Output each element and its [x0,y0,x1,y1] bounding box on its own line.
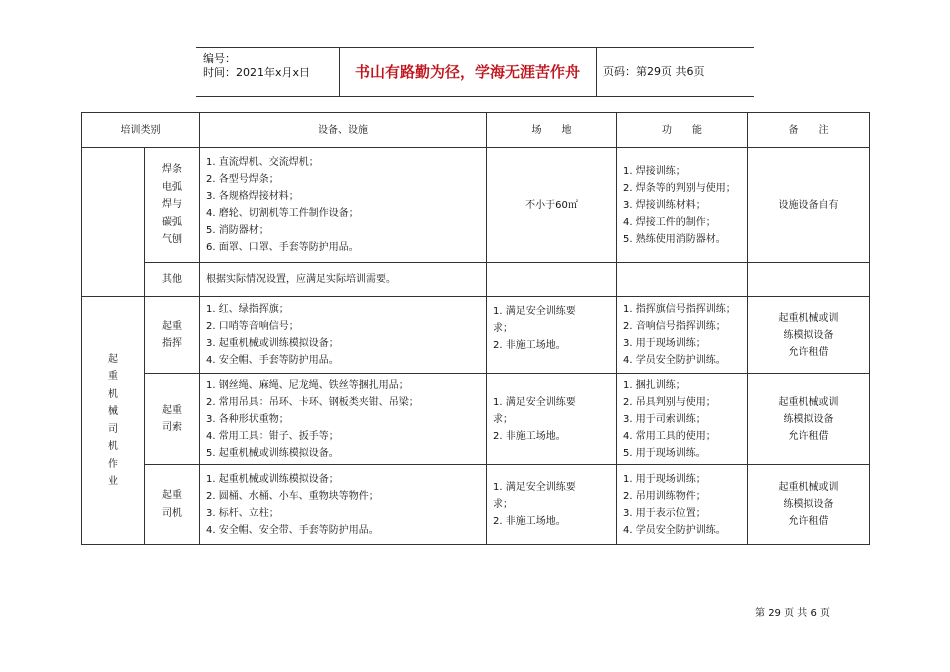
crane-operator-functions: 1. 用于现场训练； 2. 吊用训练物件； 3. 用于表示位置； 4. 学员安全防护训练。 [617,465,748,545]
footer-page-number: 第 29 页 共 6 页 [755,608,830,619]
page-header [196,47,754,97]
crane-signal-remark: 起重机械或训 练模拟设备 允许租借 [748,297,870,374]
crane-rigging-remark: 起重机械或训 练模拟设备 允许租借 [748,374,870,465]
crane-operator-remark: 起重机械或训 练模拟设备 允许租借 [748,465,870,545]
crane-rigging-functions: 1. 捆扎训练； 2. 吊具判别与使用； 3. 用于司索训练； 4. 常用工具的使用； 5. 用于现场训练。 [617,374,748,465]
crane-rigging-label: 起重 司索 [145,374,200,465]
crane-operator-equipment: 1. 起重机械或训练模拟设备； 2. 圆桶、水桶、小车、重物块等物件； 3. 标杆、立柱； 4. 安全帽、安全带、手套等防护用品。 [200,465,487,545]
crane-operator-site: 1. 满足安全训练要 求； 2. 非施工场地。 [487,465,617,545]
table-row [82,148,870,263]
welding-group-cell [82,148,145,297]
table-header-row [82,113,870,148]
crane-signal-site: 1. 满足安全训练要 求； 2. 非施工场地。 [487,297,617,374]
crane-signal-functions: 1. 指挥旗信号指挥训练； 2. 音响信号指挥训练； 3. 用于现场训练； 4. 学员安全防护训练。 [617,297,748,374]
motto-text: 书山有路勤为径，学海无涯苦作舟 [354,63,580,81]
crane-rigging-site: 1. 满足安全训练要 求； 2. 非施工场地。 [487,374,617,465]
welding-site: 不小于60㎡ [487,148,617,263]
header-page-cell [597,48,754,96]
welding-remark: 设施设备自有 [748,148,870,263]
other-remark [748,263,870,297]
crane-signal-equipment: 1. 红、绿指挥旗； 2. 口哨等音响信号； 3. 起重机械或训练模拟设备； 4. 安全帽、手套等防护用品。 [200,297,487,374]
other-label: 其他 [145,263,200,297]
other-site [487,263,617,297]
table-row [82,263,870,297]
welding-label: 焊条 电弧 焊与 碳弧 气刨 [145,148,200,263]
crane-signal-label: 起重 指挥 [145,297,200,374]
header-equipment: 设备、设施 [200,113,487,148]
crane-group-label: 起 重 机 械 司 机 作 业 [82,297,145,545]
crane-operator-label: 起重 司机 [145,465,200,545]
table-row [82,374,870,465]
header-meta-cell [196,48,340,96]
table-row [82,465,870,545]
header-remark: 备 注 [748,113,870,148]
header-motto-cell [339,48,597,96]
table-row [82,297,870,374]
welding-functions: 1. 焊接训练； 2. 焊条等的判别与使用； 3. 焊接训练材料； 4. 焊接工件的制作； 5. 熟练使用消防器材。 [617,148,748,263]
other-functions [617,263,748,297]
header-training-category: 培训类别 [82,113,200,148]
document-time-label: 时间：2021年x月x日 [203,66,311,79]
other-equipment: 根据实际情况设置，应满足实际培训需要。 [200,263,487,297]
welding-equipment: 1. 直流焊机、交流焊机； 2. 各型号焊条； 3. 各规格焊接材料； 4. 磨轮、切割机等工件制作设备； 5. 消防器材； 6. 面罩、口罩、手套等防护用品。 [200,148,487,263]
header-site: 场 地 [487,113,617,148]
training-facilities-table [81,112,870,545]
crane-rigging-equipment: 1. 钢丝绳、麻绳、尼龙绳、铁丝等捆扎用品； 2. 常用吊具：吊环、卡环、钢板类夹钳、吊梁； 3. 各种形状重物； 4. 常用工具：钳子、扳手等； 5. 起重机械或训练模拟设备。 [200,374,487,465]
header-page-number: 页码：第29页 共6页 [603,65,705,78]
header-function: 功 能 [617,113,748,148]
document-number-label: 编号： [203,52,236,65]
